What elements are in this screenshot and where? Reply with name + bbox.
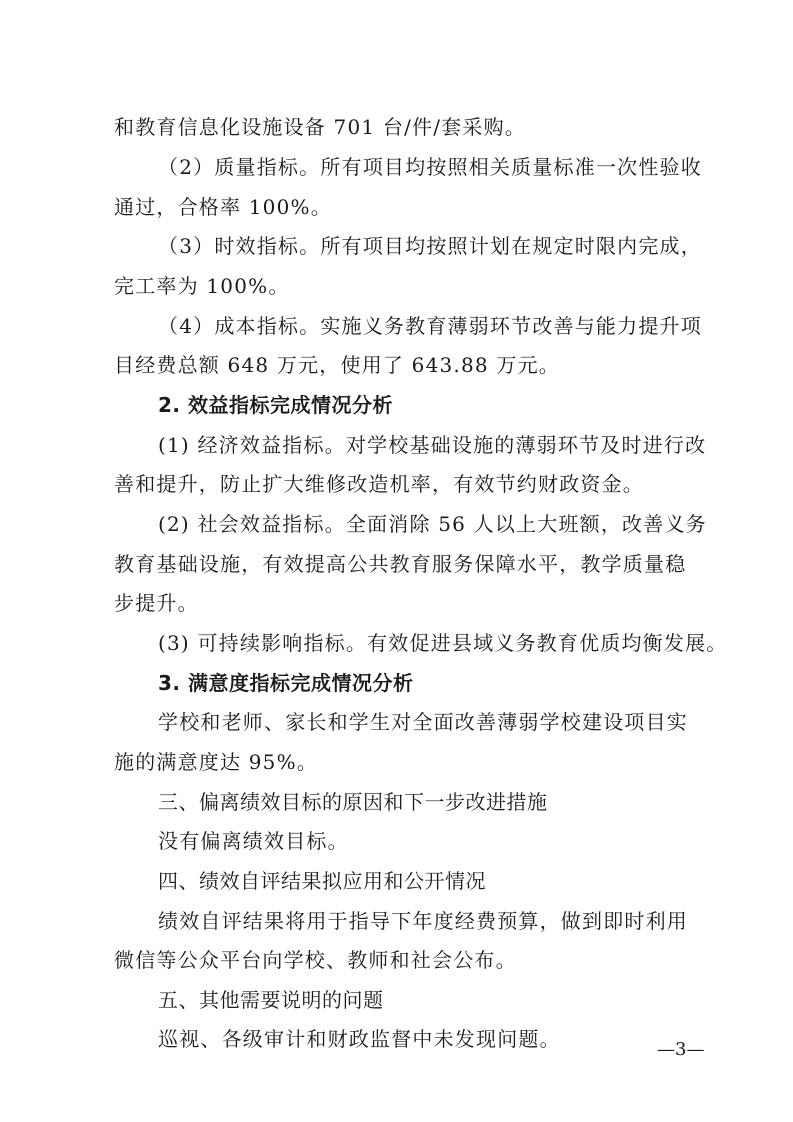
section-heading: 三、偏离绩效目标的原因和下一步改进措施	[158, 790, 548, 814]
section-heading: 五、其他需要说明的问题	[158, 988, 384, 1012]
text-line: 教育基础设施，有效提高公共教育服务保障水平，教学质量稳	[114, 552, 687, 576]
text-line: （4）成本指标。实施义务教育薄弱环节改善与能力提升项	[158, 314, 702, 338]
text-line: （3）时效指标。所有项目均按照计划在规定时限内完成，	[158, 234, 702, 258]
text-line: 完工率为 100%。	[114, 274, 290, 298]
text-line: 步提升。	[114, 591, 199, 615]
text-line: 微信等公众平台向学校、教师和社会公布。	[114, 948, 517, 972]
text-line: (2) 社会效益指标。全面消除 56 人以上大班额，改善义务	[158, 512, 707, 536]
text-line: 学校和老师、家长和学生对全面改善薄弱学校建设项目实	[158, 710, 688, 734]
text-line: 没有偏离绩效目标。	[158, 829, 349, 853]
text-line: 施的满意度达 95%。	[114, 750, 319, 774]
text-line: 善和提升，防止扩大维修改造机率，有效节约财政资金。	[114, 472, 644, 496]
text-line: (1) 经济效益指标。对学校基础设施的薄弱环节及时进行改	[158, 433, 707, 457]
text-line: 和教育信息化设施设备 701 台/件/套采购。	[114, 115, 526, 139]
section-heading: 2. 效益指标完成情况分析	[158, 393, 393, 417]
page-number: —3—	[657, 1039, 705, 1060]
section-heading: 3. 满意度指标完成情况分析	[158, 671, 414, 695]
section-heading: 四、绩效自评结果拟应用和公开情况	[158, 869, 486, 893]
text-line: （2）质量指标。所有项目均按照相关质量标准一次性验收	[158, 155, 702, 179]
text-line: 绩效自评结果将用于指导下年度经费预算，做到即时利用	[158, 909, 688, 933]
text-line: 目经费总额 648 万元，使用了 643.88 万元。	[114, 353, 560, 377]
text-line: (3) 可持续影响指标。有效促进县域义务教育优质均衡发展。	[158, 631, 728, 655]
text-line: 巡视、各级审计和财政监督中未发现问题。	[158, 1027, 561, 1051]
text-line: 通过，合格率 100%。	[114, 195, 332, 219]
